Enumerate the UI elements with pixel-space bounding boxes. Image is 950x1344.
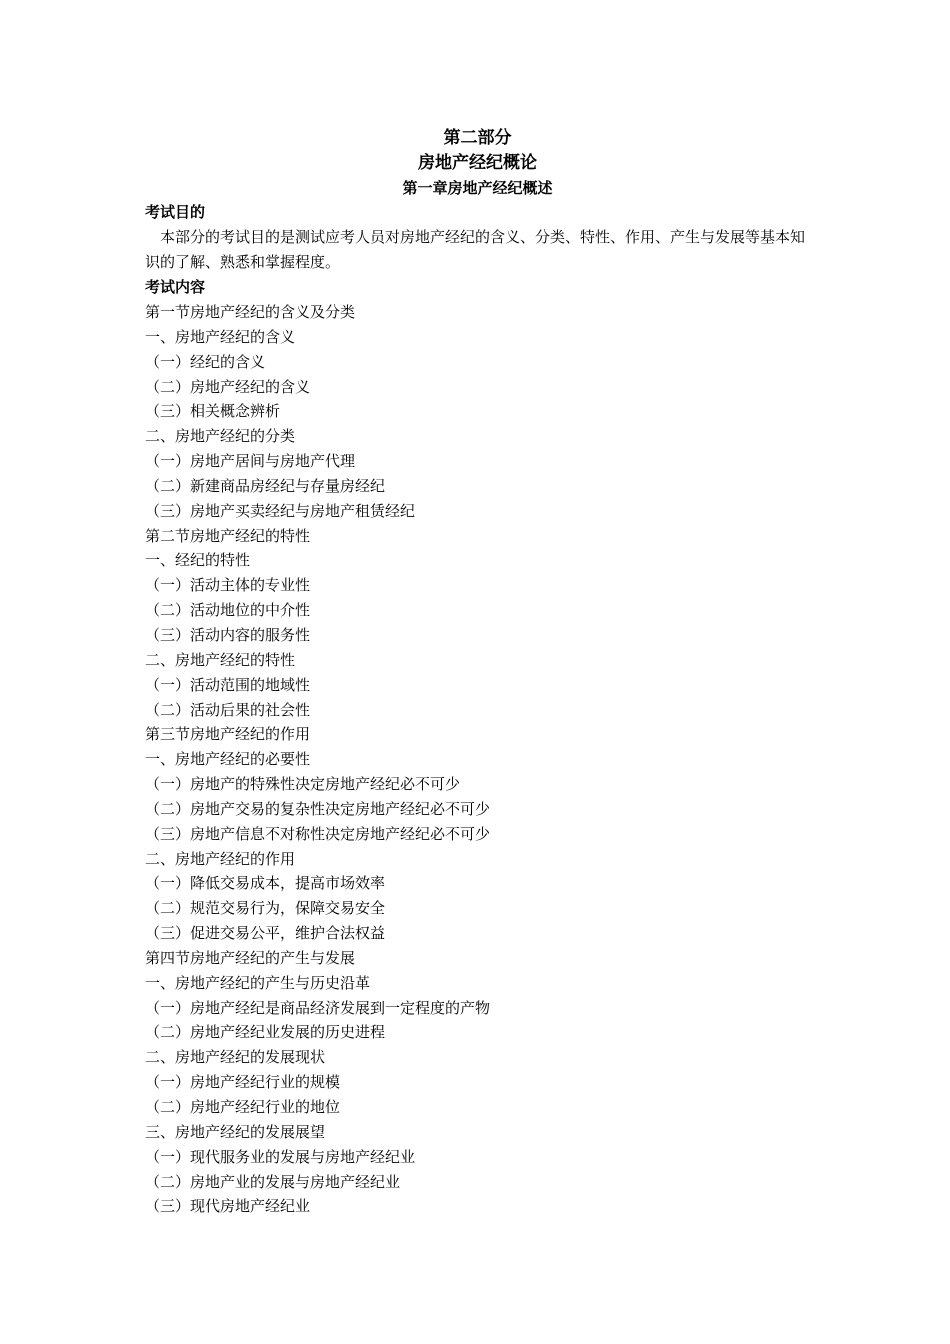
outline-item: （一）房地产经纪行业的规模: [145, 1073, 341, 1092]
outline-item: （二）活动后果的社会性: [145, 700, 311, 719]
document-page: [145, 126, 810, 1219]
outline-item: （一）经纪的含义: [145, 352, 266, 371]
outline-item: 第二节房地产经纪的特性: [145, 526, 311, 545]
outline-item: （三）促进交易公平，维护合法权益: [145, 924, 386, 943]
content-heading: 考试内容: [145, 278, 206, 296]
outline-item: （二）新建商品房经纪与存量房经纪: [145, 476, 386, 495]
outline-item: 二、房地产经纪的特性: [145, 650, 296, 669]
outline-item: （一）现代服务业的发展与房地产经纪业: [145, 1147, 416, 1166]
outline-item: 第一节房地产经纪的含义及分类: [145, 303, 356, 321]
outline-item: （二）房地产业的发展与房地产经纪业: [145, 1172, 401, 1191]
outline-item: 一、房地产经纪的产生与历史沿革: [145, 973, 371, 992]
outline-item: （二）房地产经纪业发展的历史进程: [145, 1023, 386, 1042]
exam-content-outline: [145, 300, 810, 1219]
outline-item: （一）房地产的特殊性决定房地产经纪必不可少: [145, 775, 461, 794]
outline-item: （一）房地产经纪是商品经济发展到一定程度的产物: [145, 998, 491, 1017]
outline-item: 三、房地产经纪的发展展望: [145, 1122, 326, 1141]
outline-item: （二）活动地位的中介性: [145, 601, 311, 620]
objective-paragraph: 本部分的考试目的是测试应考人员对房地产经纪的含义、分类、特性、作用、产生与发展等基本知识的了解、熟悉和掌握程度。: [145, 228, 806, 271]
outline-item: （三）相关概念辨析: [145, 402, 281, 421]
objective-heading: 考试目的: [145, 203, 206, 221]
outline-item: （一）活动主体的专业性: [145, 576, 311, 595]
outline-item: （三）活动内容的服务性: [145, 625, 311, 644]
outline-item: 二、房地产经纪的分类: [145, 427, 296, 446]
outline-item: 一、经纪的特性: [145, 551, 251, 570]
part-title: 第二部分: [443, 128, 512, 148]
outline-item: （三）房地产买卖经纪与房地产租赁经纪: [145, 501, 416, 520]
outline-item: （二）房地产经纪行业的地位: [145, 1098, 341, 1116]
subject-title: 房地产经纪概论: [418, 153, 537, 173]
outline-item: 第三节房地产经纪的作用: [145, 725, 311, 744]
outline-item: （三）房地产信息不对称性决定房地产经纪必不可少: [145, 824, 491, 843]
outline-item: （一）活动范围的地域性: [145, 675, 311, 694]
outline-item: （一）降低交易成本，提高市场效率: [145, 874, 386, 893]
outline-item: （三）现代房地产经纪业: [145, 1197, 311, 1216]
outline-item: 一、房地产经纪的含义: [145, 327, 296, 346]
outline-item: 一、房地产经纪的必要性: [145, 750, 311, 769]
outline-item: 第四节房地产经纪的产生与发展: [145, 948, 356, 967]
outline-item: （二）房地产经纪的含义: [145, 377, 311, 396]
chapter-title: 第一章房地产经纪概述: [402, 179, 553, 197]
outline-item: 二、房地产经纪的发展现状: [145, 1048, 326, 1067]
outline-item: （二）规范交易行为，保障交易安全: [145, 899, 386, 918]
outline-item: （二）房地产交易的复杂性决定房地产经纪必不可少: [145, 799, 491, 818]
outline-item: （一）房地产居间与房地产代理: [145, 452, 356, 471]
outline-item: 二、房地产经纪的作用: [145, 849, 296, 868]
